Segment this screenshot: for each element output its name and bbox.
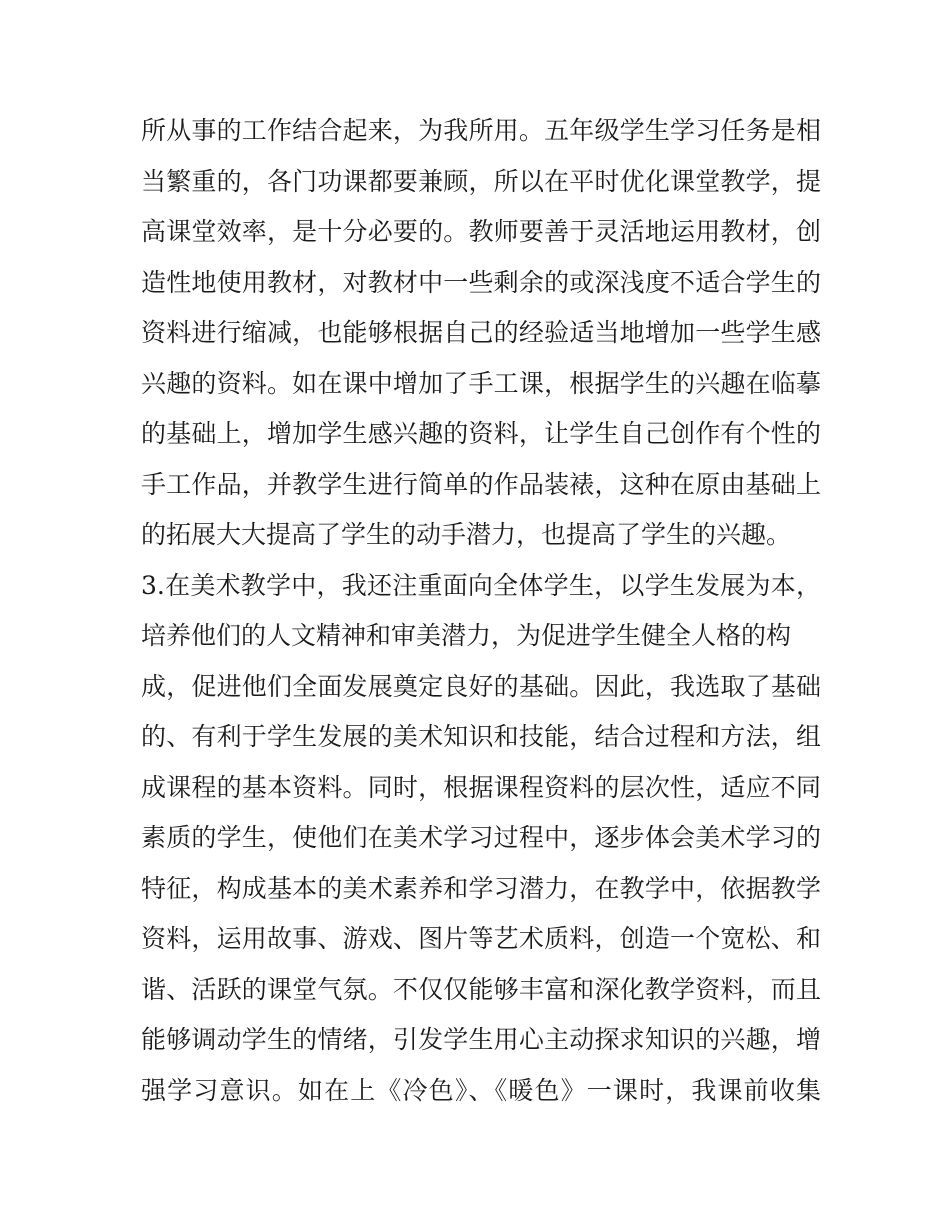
text-line: 资料，运用故事、游戏、图片等艺术质料，创造一个宽松、和 bbox=[141, 924, 821, 953]
body-text bbox=[141, 106, 821, 1116]
text-line: 资料进行缩减，也能够根据自己的经验适当地增加一些学生感 bbox=[141, 318, 821, 347]
text-line: 成课程的基本资料。同时，根据课程资料的层次性，适应不同 bbox=[141, 772, 821, 802]
text-line: 所从事的工作结合起来，为我所用。五年级学生学习任务是相 bbox=[141, 116, 821, 145]
text-line: 的、有利于学生发展的美术知识和技能，结合过程和方法，组 bbox=[141, 722, 821, 751]
text-line: 特征，构成基本的美术素养和学习潜力，在教学中，依据教学 bbox=[141, 873, 821, 903]
text-line: 3.在美术教学中，我还注重面向全体学生，以学生发展为本， bbox=[141, 570, 821, 600]
text-line: 的基础上，增加学生感兴趣的资料，让学生自己创作有个性的 bbox=[141, 419, 821, 448]
text-line: 兴趣的资料。如在课中增加了手工课，根据学生的兴趣在临摹 bbox=[141, 368, 821, 398]
text-line: 谐、活跃的课堂气氛。不仅仅能够丰富和深化教学资料，而且 bbox=[141, 974, 821, 1004]
text-line: 能够调动学生的情绪，引发学生用心主动探求知识的兴趣，增 bbox=[141, 1025, 821, 1054]
text-line: 培养他们的人文精神和审美潜力，为促进学生健全人格的构 bbox=[141, 621, 792, 650]
text-line: 造性地使用教材，对教材中一些剩余的或深浅度不适合学生的 bbox=[141, 267, 821, 297]
text-line: 高课堂效率，是十分必要的。教师要善于灵活地运用教材，创 bbox=[141, 217, 821, 246]
text-line: 强学习意识。如在上《冷色》、《暖色》一课时，我课前收集 bbox=[141, 1075, 821, 1105]
text-line: 的拓展大大提高了学生的动手潜力，也提高了学生的兴趣。 bbox=[141, 520, 792, 549]
text-line: 成，促进他们全面发展奠定良好的基础。因此，我选取了基础 bbox=[141, 671, 821, 701]
text-line: 当繁重的，各门功课都要兼顾，所以在平时优化课堂教学，提 bbox=[141, 166, 821, 196]
text-line: 素质的学生，使他们在美术学习过程中，逐步体会美术学习的 bbox=[141, 823, 821, 852]
text-line: 手工作品，并教学生进行简单的作品装裱，这种在原由基础上 bbox=[141, 469, 821, 499]
